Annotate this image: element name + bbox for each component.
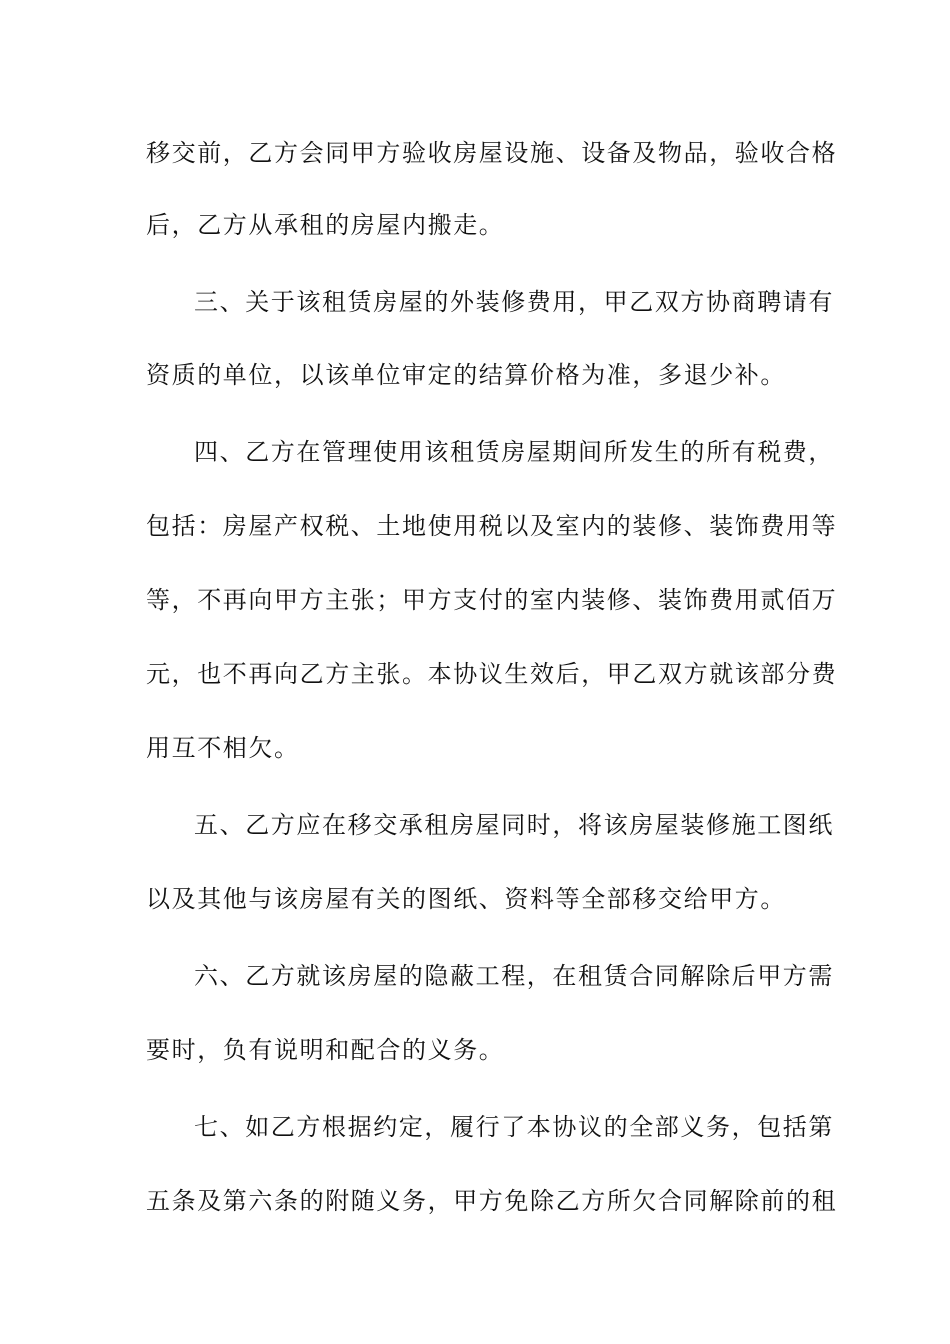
clause-4-line-5: 用互不相欠。: [146, 734, 300, 762]
clause-5-line-2: 以及其他与该房屋有关的图纸、资料等全部移交给甲方。: [146, 885, 786, 913]
clause-3-line-1: 三、关于该租赁房屋的外装修费用，甲乙双方协商聘请有: [194, 288, 834, 316]
text-line-1: 移交前，乙方会同甲方验收房屋设施、设备及物品，验收合格: [146, 139, 838, 167]
clause-4-line-3: 等，不再向甲方主张；甲方支付的室内装修、装饰费用贰佰万: [146, 586, 838, 614]
clause-6-line-1: 六、乙方就该房屋的隐蔽工程，在租赁合同解除后甲方需: [194, 962, 834, 990]
clause-5-line-1: 五、乙方应在移交承租房屋同时，将该房屋装修施工图纸: [194, 811, 834, 839]
clause-6-line-2: 要时，负有说明和配合的义务。: [146, 1036, 505, 1064]
clause-3-line-2: 资质的单位，以该单位审定的结算价格为准，多退少补。: [146, 361, 786, 389]
clause-4-line-1: 四、乙方在管理使用该租赁房屋期间所发生的所有税费，: [194, 438, 834, 466]
clause-7-line-1: 七、如乙方根据约定，履行了本协议的全部义务，包括第: [194, 1113, 834, 1141]
clause-4-line-4: 元，也不再向乙方主张。本协议生效后，甲乙双方就该部分费: [146, 660, 838, 688]
text-line-2: 后，乙方从承租的房屋内搬走。: [146, 211, 505, 239]
clause-7-line-2: 五条及第六条的附随义务，甲方免除乙方所欠合同解除前的租: [146, 1187, 838, 1215]
clause-4-line-2: 包括：房屋产权税、土地使用税以及室内的装修、装饰费用等: [146, 512, 838, 540]
